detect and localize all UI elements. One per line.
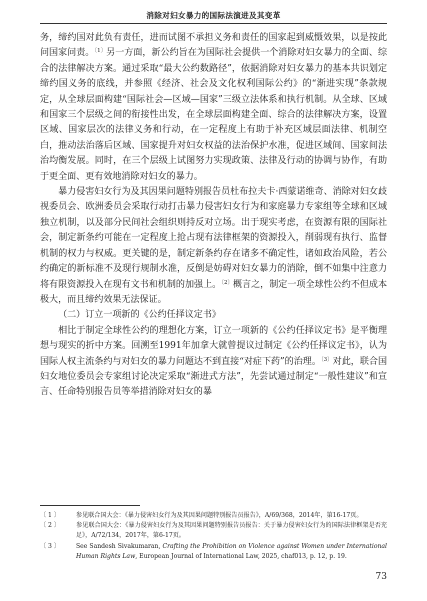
running-head: 消除对妇女暴力的国际法演进及其变革 bbox=[146, 11, 281, 20]
footnotes bbox=[40, 511, 387, 562]
footnote-2 bbox=[40, 521, 387, 541]
footnote-title: Crafting the Prohibition on Violence against Women under International Human Rights Law bbox=[76, 542, 388, 560]
footnote-number: 〔 3 〕 bbox=[40, 542, 60, 550]
section-heading: （二）订立一项新的《公约任择议定书》 bbox=[58, 310, 221, 321]
paragraph-1-text: 务，缔约国对此负有责任，进而试图不承担义务和责任的国家起到威慑效果，以是按此问国家问责。 bbox=[40, 33, 387, 59]
paragraph-2-text: 暴力侵害妇女行为及其因果问题特别报告员杜布拉夫卡·西蒙诺维奇、消除对妇女歧视委员会、欧洲委员会采取行动打击暴力侵害妇女行为和家庭暴力专家组等全球和区域独立机制，以及部分民间社会组织则持反对立场。出于现实考虑，在资源有限的国际社会，制定新条约可能在一定程度上抢占现有法律框架的资源投入，削弱现有执行、监督机制的权力与权威。更关键的是，制定新条约存在诸多不确定性，诸如政治风险，若公约确定的新标准不及现行规制水准，反倒是妨碍对妇女暴力的消除，倒不如集中注意力将有限资源投入在现有文书和机制的加强上。 bbox=[40, 187, 387, 290]
footnote-ref-1[interactable]: 〔1〕 bbox=[94, 48, 107, 55]
footnote-text: 参见联合国大会：《暴力侵害妇女行为及其因果问题特别报告员报告：关于暴力侵害妇女行为的国际法律框架是否充足》，A/72/134，2017年，第6-17页。 bbox=[76, 522, 387, 540]
paragraph-3-tail: 对此，联合国妇女地位委员会专家组讨论决定采取“渐进式方法”，先尝试通过制定“一般性建议”和宣言、任命特别报告员等举措消除对妇女的暴 bbox=[40, 356, 388, 398]
paragraph-1-tail: 另一方面，新公约旨在为国际社会提供一个消除对妇女暴力的全面、综合的法律解决方案。通过采取“最大公约数路径”，依据消除对妇女暴力的基本共识划定缔约国义务的底线，并参照《经济、社会及文化权利国际公约》的“渐进实现”条款规定，从全球层面构建“国际社会—区域—国家”三级立法体系和执行机制。从全球、区域和国家三个层级之间的衔接性出发，在全球层面构建全面、综合的法律解决方案，设置区域、国家层次的法律义务和行动，在一定程度上有助于补充区域层面法律、机制空白，推动法治落后区域、国家提升对妇女权益的法治保护水准，促进区域间、国家间法治均衡发展。同时，在三个层级上试图努力实现政策、法律及行动的协调与协作，有助于更全面、更有效地消除对妇女的暴力。 bbox=[40, 48, 388, 182]
footnote-number: 〔 2 〕 bbox=[40, 522, 60, 530]
paragraph-2-tail: 概言之，制定一项全球性公约不但成本极大，而且缔约效果无法保证。 bbox=[40, 279, 388, 305]
footnote-text-before: See Sandesh Sivakumaran, bbox=[76, 542, 163, 550]
paragraph-1 bbox=[40, 31, 387, 185]
page-number: 73 bbox=[375, 572, 387, 582]
footnote-ref-3[interactable]: 〔3〕 bbox=[320, 356, 333, 363]
main-body bbox=[40, 31, 387, 401]
paragraph-2 bbox=[40, 185, 387, 308]
footnote-ref-2[interactable]: 〔2〕 bbox=[221, 279, 233, 286]
footnote-1 bbox=[40, 511, 387, 521]
footnote-3 bbox=[40, 542, 387, 562]
footnote-text: 参见联合国大会：《暴力侵害妇女行为及其因果问题特别报告员报告》，A/69/368，2014年，第16-17页。 bbox=[76, 512, 363, 519]
paragraph-3 bbox=[40, 324, 387, 401]
footnote-rule bbox=[40, 505, 140, 506]
paragraph-3-text: 相比于制定全球性公约的理想化方案，订立一项新的《公约任择议定书》是平衡理想与现实的折中方案。回溯至1991年加拿大就曾提议过制定《公约任择议定书》，认为国际人权主流条约与对妇女的暴力问题达不到直接“对症下药”的治理。 bbox=[40, 325, 387, 367]
header-rule bbox=[40, 23, 387, 24]
footnote-text-after: , European Journal of International Law, 2025, chaf013, p. 12, p. 19. bbox=[135, 552, 347, 560]
footnote-number: 〔 1 〕 bbox=[40, 512, 60, 519]
